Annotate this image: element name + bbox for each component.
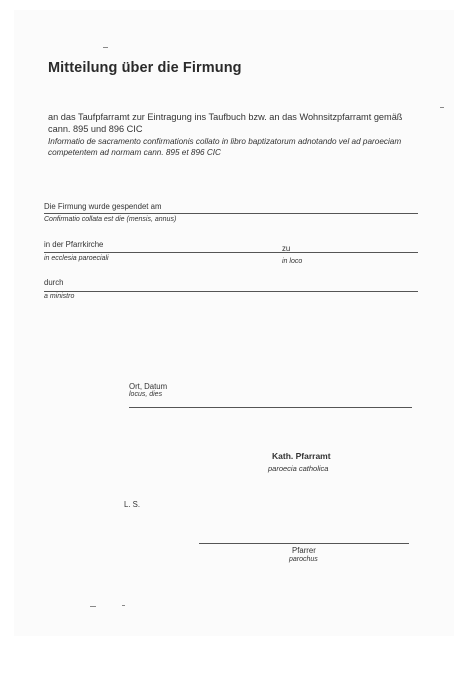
seal-label: L. S. bbox=[124, 500, 141, 509]
date-label: Die Firmung wurde gespendet am bbox=[44, 202, 162, 211]
intro-latin-line-1: Informatio de sacramento confirmationis collato in libro baptizatorum adnotando vel ad paroeciam bbox=[48, 137, 402, 146]
church-latin-label: in ecclesia paroeciali bbox=[44, 255, 109, 262]
intro-text bbox=[48, 111, 402, 135]
scan-speck bbox=[90, 606, 96, 607]
scan-speck bbox=[103, 47, 108, 48]
church-field-line[interactable] bbox=[44, 252, 418, 253]
place-date-label: Ort, Datum bbox=[129, 382, 168, 391]
date-latin-label: Confirmatio collata est die (mensis, annus) bbox=[44, 216, 177, 223]
intro-line-2: cann. 895 und 896 CIC bbox=[48, 124, 143, 134]
scan-speck bbox=[122, 605, 125, 606]
date-field-line[interactable] bbox=[44, 213, 418, 214]
signature-latin: parochus bbox=[289, 556, 318, 563]
church-label: in der Pfarrkirche bbox=[44, 240, 104, 249]
minister-latin-label: a ministro bbox=[44, 293, 75, 300]
signature-label: Pfarrer bbox=[292, 546, 316, 555]
place-label: zu bbox=[282, 244, 291, 253]
scan-speck bbox=[440, 107, 444, 108]
document-title: Mitteilung über die Firmung bbox=[48, 60, 242, 76]
place-date-field-line[interactable] bbox=[129, 407, 412, 408]
place-latin-label: in loco bbox=[282, 258, 303, 265]
intro-line-1: an das Taufpfarramt zur Eintragung ins Taufbuch bzw. an das Wohnsitzpfarramt gemäß bbox=[48, 112, 403, 122]
signature-line[interactable] bbox=[199, 543, 409, 544]
intro-latin-text bbox=[48, 136, 401, 158]
minister-label: durch bbox=[44, 278, 64, 287]
parish-office-label: Kath. Pfarramt bbox=[272, 451, 331, 461]
intro-latin-line-2: competentem ad normam cann. 895 et 896 CIC bbox=[48, 148, 221, 157]
parish-office-latin: paroecia catholica bbox=[268, 464, 329, 473]
minister-field-line[interactable] bbox=[44, 291, 418, 292]
place-date-latin: locus, dies bbox=[129, 391, 163, 398]
